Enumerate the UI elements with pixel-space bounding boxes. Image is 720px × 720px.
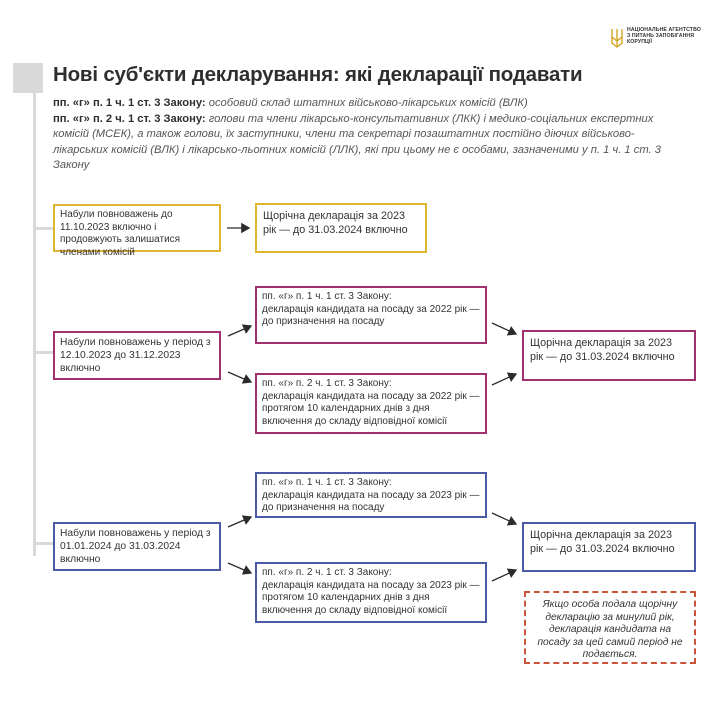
group2-option2-box — [255, 373, 487, 434]
group2-option1-box — [255, 286, 487, 344]
group3-result: Щорічна декларація за 2023 рік — до 31.03.2024 включно — [530, 529, 675, 555]
group2-condition: Набули повноважень у період з 12.10.2023 до 31.12.2023 включно — [60, 337, 211, 374]
logo-line-2: З ПИТАНЬ ЗАПОБІГАННЯ — [627, 33, 695, 39]
arrow-g3-right-down — [492, 570, 516, 581]
group2-result: Щорічна декларація за 2023 рік — до 31.03.2024 включно — [530, 337, 675, 363]
group3-option2-ref: пп. «г» п. 2 ч. 1 ст. 3 Закону: — [262, 567, 392, 578]
arrow-g3-right-up — [492, 513, 516, 524]
group2-condition-box — [53, 331, 221, 380]
arrow-g2-up — [228, 326, 251, 336]
group3-option2-text: декларація кандидата на посаду за 2023 рік — протягом 10 календарних днів з дня включення до складу відповідної комісії — [262, 579, 480, 616]
group1-result: Щорічна декларація за 2023 рік — до 31.03.2024 включно — [263, 210, 408, 236]
intro-text-2: голови та члени лікарсько-консультативних (ЛКК) і медико-соціальних експертних комісій (МСЕК), а також голови, їх заступники, члени та секретарі позаштатних постійно діючих військово-лікарських комісій (ВЛК) і лікарсько-льотних комісій (ЛЛК), які при цьому не є особами, зазначеними у п. 1 ч. 1 ст. 3 Закону — [53, 112, 661, 171]
group3-option1-box — [255, 472, 487, 518]
intro-text-1: особовий склад штатних військово-лікарських комісій (ВЛК) — [205, 97, 528, 109]
group1-result-box — [255, 203, 427, 253]
note-text: Якщо особа подала щорічну декларацію за минулий рік, декларація кандидата на посаду за цей самий період не подається. — [537, 599, 683, 661]
group3-option1-ref: пп. «г» п. 1 ч. 1 ст. 3 Закону: — [262, 477, 392, 488]
group3-condition-box — [53, 522, 221, 571]
group2-option2-ref: пп. «г» п. 2 ч. 1 ст. 3 Закону: — [262, 378, 392, 389]
intro-ref-1: пп. «г» п. 1 ч. 1 ст. 3 Закону: — [53, 97, 206, 109]
arrow-g3-down — [228, 563, 251, 573]
group2-result-box — [522, 330, 696, 381]
arrow-g2-right-up — [492, 323, 516, 334]
group1-condition-box — [53, 204, 221, 258]
group3-result-box — [522, 522, 696, 572]
group3-condition: Набули повноважень у період з 01.01.2024 до 31.03.2024 включно — [60, 528, 211, 565]
group2-option1-ref: пп. «г» п. 1 ч. 1 ст. 3 Закону: — [262, 291, 392, 302]
page-title: Нові суб'єкти декларування: які декларації подавати — [53, 63, 583, 86]
arrow-g2-right-down — [492, 374, 516, 385]
group3-option2-box — [255, 562, 487, 623]
group1-condition: Набули повноважень до 11.10.2023 включно і продовжують залишатися членами комісій — [60, 209, 181, 258]
intro-ref-2: пп. «г» п. 2 ч. 1 ст. 3 Закону: — [53, 112, 206, 125]
logo-line-3: КОРУПЦІЇ — [627, 39, 653, 45]
group2-option1-text: декларація кандидата на посаду за 2022 рік — до призначення на посаду — [262, 303, 480, 327]
logo-line-1: НАЦІОНАЛЬНЕ АГЕНТСТВО — [627, 27, 701, 33]
arrow-g2-down — [228, 372, 251, 382]
group3-option1-text: декларація кандидата на посаду за 2023 рік — до призначення на посаду — [262, 489, 480, 513]
arrow-g3-up — [228, 517, 251, 527]
group2-option2-text: декларація кандидата на посаду за 2022 рік — протягом 10 календарних днів з дня включення до складу відповідної комісії — [262, 390, 480, 427]
note-box — [524, 591, 696, 664]
